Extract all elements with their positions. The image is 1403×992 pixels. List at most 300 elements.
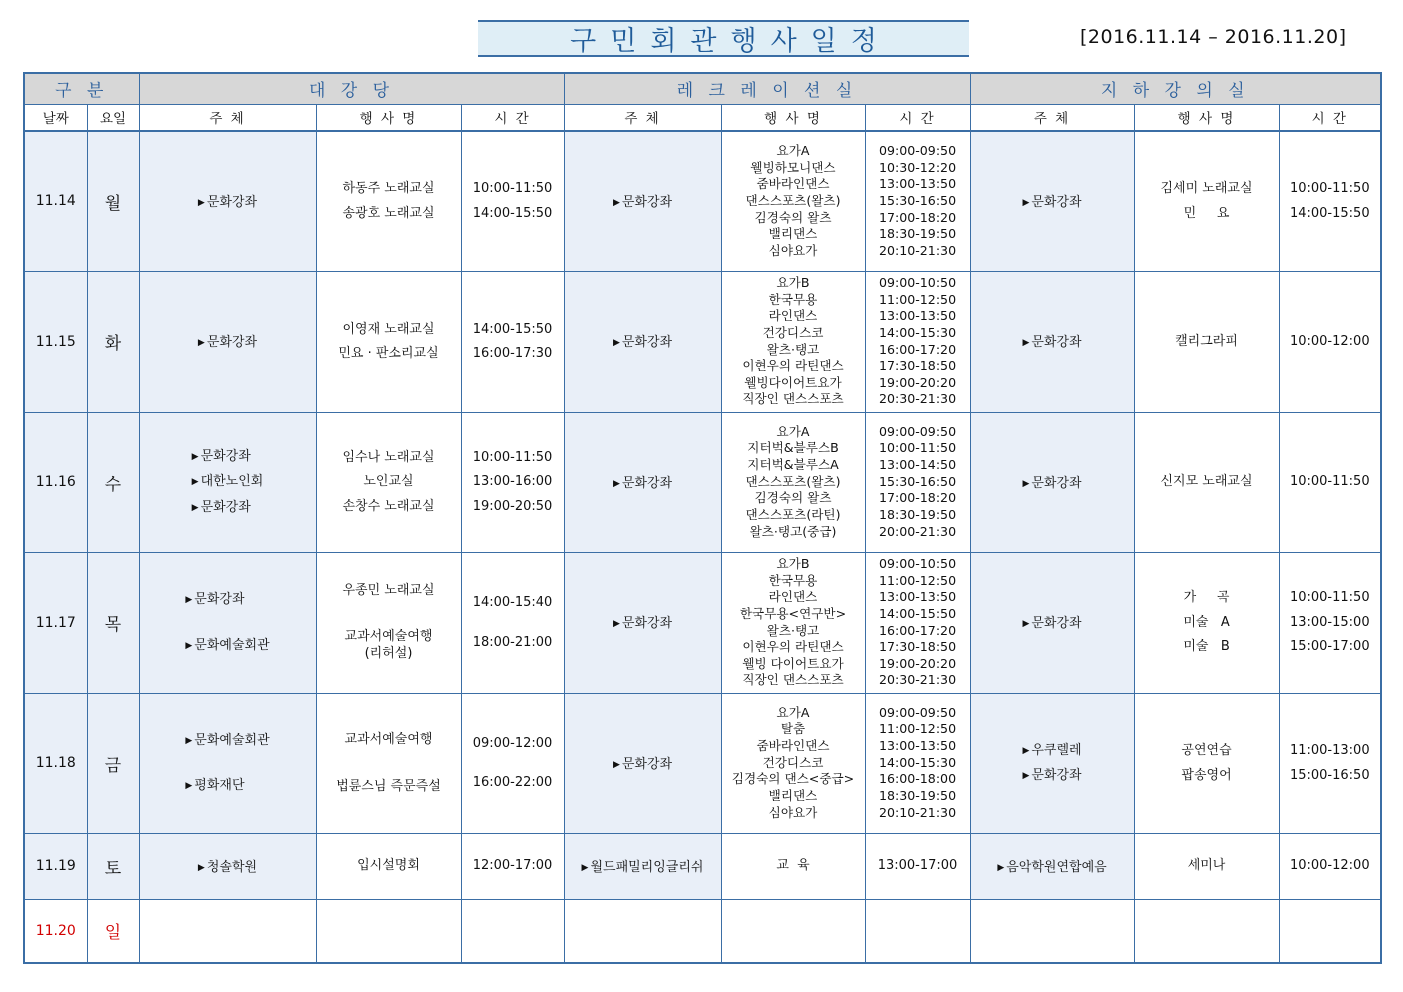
triangle-right-icon: ▶ — [581, 862, 589, 873]
time-range: 14:00-15:50 — [878, 605, 957, 621]
triangle-right-icon: ▶ — [997, 862, 1005, 873]
time-range: 10:00-11:50 — [1289, 181, 1370, 197]
time-range: 13:00-13:50 — [878, 176, 957, 192]
event-name: 세미나 — [1187, 858, 1226, 874]
org-name: 문화예술회관 — [194, 732, 270, 748]
group-header-main-hall: 대 강 당 — [139, 73, 564, 104]
org-name: 문화강좌 — [1031, 768, 1082, 783]
basement-lecture-room-time-cell — [1279, 899, 1381, 963]
event-list — [722, 143, 865, 259]
day-weekday: 화 — [87, 271, 139, 412]
event-name: 웰빙하모니댄스 — [750, 159, 836, 175]
day-weekday: 일 — [87, 899, 139, 963]
event-name: 김경숙의 댄스<중급> — [731, 771, 855, 787]
triangle-right-icon: ▶ — [197, 862, 205, 873]
org-item — [185, 732, 269, 749]
main-hall-event-cell — [316, 271, 461, 412]
col-header-org: 주 체 — [564, 104, 721, 131]
triangle-right-icon: ▶ — [1022, 478, 1030, 489]
time-range: 19:00-20:20 — [878, 655, 957, 671]
org-item — [1022, 194, 1081, 211]
event-list — [317, 731, 461, 796]
event-name: (리허설) — [364, 646, 413, 662]
event-name: 미술 B — [1183, 639, 1230, 655]
recreation-room-event-cell — [721, 131, 865, 271]
org-name: 문화강좌 — [206, 335, 258, 351]
recreation-room-time-cell — [865, 833, 970, 899]
time-range: 20:00-21:30 — [878, 523, 957, 539]
time-range: 10:00-11:50 — [1289, 474, 1370, 490]
time-range: 10:00-12:00 — [1289, 858, 1370, 874]
event-name: 밸리댄스 — [768, 226, 818, 242]
main-hall-time-cell — [461, 552, 564, 693]
time-range: 15:30-16:50 — [878, 473, 957, 489]
event-list — [317, 857, 461, 874]
time-range: 15:30-16:50 — [878, 192, 957, 208]
main-hall-event-cell — [316, 833, 461, 899]
triangle-right-icon: ▶ — [185, 781, 193, 791]
org-item — [1022, 475, 1081, 492]
main-hall-time-cell — [461, 693, 564, 833]
recreation-room-time-cell — [865, 131, 970, 271]
org-item — [582, 859, 704, 876]
org-item — [1022, 767, 1081, 784]
org-list — [185, 732, 269, 795]
basement-lecture-room-time-cell — [1279, 131, 1381, 271]
time-range: 20:30-21:30 — [878, 672, 957, 688]
time-range: 16:00-17:30 — [472, 346, 553, 361]
org-list — [192, 448, 264, 516]
time-range: 17:30-18:50 — [878, 639, 957, 655]
basement-lecture-room-time-cell — [1279, 412, 1381, 552]
basement-lecture-room-time-cell — [1279, 833, 1381, 899]
org-name: 청솔학원 — [206, 859, 258, 875]
time-range: 18:00-21:00 — [472, 634, 553, 650]
org-name: 우쿠렐레 — [1031, 742, 1082, 758]
event-list — [1135, 333, 1279, 350]
main-hall-org-cell — [139, 271, 316, 412]
org-item — [198, 859, 257, 876]
event-name: 댄스스포츠(왈츠) — [745, 192, 841, 208]
time-range: 12:00-17:00 — [472, 858, 553, 874]
day-weekday: 수 — [87, 412, 139, 552]
triangle-right-icon: ▶ — [1022, 619, 1030, 630]
day-date: 11.19 — [24, 833, 87, 899]
time-range: 18:30-19:50 — [878, 226, 957, 242]
recreation-room-org-cell — [564, 552, 721, 693]
org-name: 문화강좌 — [621, 335, 673, 351]
time-range: 13:00-17:00 — [877, 858, 958, 874]
main-hall-org-cell — [139, 552, 316, 693]
schedule-row — [24, 271, 1381, 412]
schedule-table — [23, 72, 1382, 964]
org-name: 문화강좌 — [194, 592, 245, 608]
recreation-room-event-cell — [721, 412, 865, 552]
org-item — [198, 194, 257, 211]
org-name: 문화강좌 — [206, 195, 258, 211]
event-name: 라인댄스 — [768, 308, 818, 324]
day-date: 11.14 — [24, 131, 87, 271]
event-name: 한국무용 — [768, 291, 818, 307]
event-name: 신지모 노래교실 — [1160, 474, 1253, 490]
org-item — [185, 777, 269, 794]
col-header-time: 시 간 — [865, 104, 970, 131]
triangle-right-icon: ▶ — [1022, 745, 1030, 756]
time-list — [462, 180, 564, 222]
date-range: [2016.11.14 – 2016.11.20] — [1080, 26, 1347, 48]
time-range: 10:00-11:50 — [1289, 590, 1370, 606]
time-range: 11:00-12:50 — [878, 572, 957, 588]
col-header-org: 주 체 — [970, 104, 1134, 131]
org-list — [582, 859, 704, 876]
time-list — [1280, 742, 1381, 784]
time-range: 09:00-09:50 — [878, 704, 957, 720]
event-name: 가 곡 — [1183, 590, 1230, 606]
event-name: 밸리댄스 — [768, 787, 818, 803]
time-range: 13:00-13:50 — [878, 738, 957, 754]
time-range: 17:30-18:50 — [878, 358, 957, 374]
basement-lecture-room-event-cell — [1134, 833, 1279, 899]
time-range: 10:30-12:20 — [878, 159, 957, 175]
org-item — [613, 756, 672, 773]
day-date: 11.20 — [24, 899, 87, 963]
event-name: 이영재 노래교실 — [342, 321, 435, 337]
event-name: 건강디스코 — [762, 324, 824, 340]
triangle-right-icon: ▶ — [185, 640, 193, 651]
event-name: 입시설명회 — [357, 858, 420, 874]
event-name: 지터벅&블루스A — [747, 457, 839, 473]
time-range: 20:10-21:30 — [878, 804, 957, 820]
day-weekday: 토 — [87, 833, 139, 899]
org-item — [1022, 615, 1081, 632]
event-name: 민요 · 판소리교실 — [338, 346, 439, 361]
event-name: 팝송영어 — [1181, 767, 1232, 783]
time-range: 13:00-16:00 — [472, 474, 553, 490]
time-range: 09:00-09:50 — [878, 423, 957, 439]
org-item — [185, 591, 269, 608]
event-name: 웰빙 다이어트요가 — [742, 655, 844, 671]
main-hall-event-cell — [316, 693, 461, 833]
triangle-right-icon: ▶ — [612, 198, 620, 209]
event-name: 송광호 노래교실 — [342, 205, 435, 221]
triangle-right-icon: ▶ — [185, 735, 193, 746]
event-name: 교 육 — [776, 858, 810, 874]
time-list — [1280, 589, 1381, 655]
time-range: 11:00-12:50 — [878, 291, 957, 307]
time-range: 15:00-17:00 — [1289, 639, 1370, 655]
org-name: 문화강좌 — [1031, 335, 1082, 351]
org-item — [192, 499, 264, 516]
recreation-room-event-cell — [721, 833, 865, 899]
main-hall-event-cell — [316, 412, 461, 552]
recreation-room-org-cell — [564, 833, 721, 899]
event-name: 왈츠·탱고 — [766, 341, 820, 357]
time-range: 13:00-13:50 — [878, 308, 957, 324]
triangle-right-icon: ▶ — [612, 338, 620, 349]
day-date: 11.16 — [24, 412, 87, 552]
time-range: 13:00-14:50 — [878, 457, 957, 473]
time-list — [866, 424, 970, 540]
time-range: 09:00-09:50 — [878, 143, 957, 159]
main-hall-org-cell — [139, 693, 316, 833]
org-name: 대한노인회 — [200, 474, 264, 490]
time-range: 17:00-18:20 — [878, 209, 957, 225]
org-name: 문화강좌 — [621, 616, 673, 632]
event-name: 미술 A — [1183, 614, 1230, 630]
org-item — [613, 334, 672, 351]
time-range: 11:00-12:50 — [878, 721, 957, 737]
time-range: 10:00-11:50 — [472, 449, 553, 465]
event-list — [317, 582, 461, 662]
basement-lecture-room-time-cell — [1279, 271, 1381, 412]
recreation-room-time-cell — [865, 899, 970, 963]
time-list — [462, 321, 564, 363]
schedule-row — [24, 552, 1381, 693]
org-item — [613, 194, 672, 211]
org-name: 음악학원연합예음 — [1006, 859, 1107, 875]
schedule-row — [24, 131, 1381, 271]
recreation-room-org-cell — [564, 271, 721, 412]
event-name: 김경숙의 왈츠 — [754, 209, 832, 225]
time-range: 13:00-15:00 — [1289, 614, 1370, 630]
org-item — [192, 473, 264, 490]
time-list — [866, 705, 970, 821]
main-hall-time-cell — [461, 899, 564, 963]
event-name: 공연연습 — [1181, 743, 1232, 759]
day-weekday: 목 — [87, 552, 139, 693]
main-hall-org-cell — [139, 833, 316, 899]
main-hall-org-cell — [139, 412, 316, 552]
recreation-room-time-cell — [865, 412, 970, 552]
col-header-event: 행 사 명 — [1134, 104, 1279, 131]
event-name: 줌바라인댄스 — [756, 738, 830, 754]
event-name: 탈춤 — [780, 721, 806, 737]
time-range: 19:00-20:50 — [472, 498, 553, 514]
triangle-right-icon: ▶ — [191, 477, 199, 488]
schedule-row — [24, 412, 1381, 552]
event-list — [317, 180, 461, 222]
org-name: 문화강좌 — [621, 756, 673, 772]
event-name: 웰빙다이어트요가 — [744, 374, 842, 390]
schedule-body — [24, 131, 1381, 963]
org-item — [1022, 334, 1081, 351]
time-list — [866, 556, 970, 689]
main-hall-time-cell — [461, 131, 564, 271]
time-list — [462, 735, 564, 792]
recreation-room-time-cell — [865, 693, 970, 833]
org-list — [1022, 475, 1081, 492]
org-list — [613, 334, 672, 351]
event-name: 하동주 노래교실 — [342, 181, 435, 197]
event-name: 건강디스코 — [762, 754, 824, 770]
event-name: 요가B — [776, 556, 810, 572]
basement-lecture-room-org-cell — [970, 899, 1134, 963]
col-header-org: 주 체 — [139, 104, 316, 131]
event-list — [722, 556, 865, 689]
event-list — [1135, 857, 1279, 874]
event-name: 심야요가 — [768, 804, 818, 820]
org-name: 문화강좌 — [1031, 616, 1082, 632]
org-item — [185, 637, 269, 654]
time-range: 13:00-13:50 — [878, 589, 957, 605]
org-item — [613, 475, 672, 492]
event-name: 왈츠·탱고 — [766, 622, 820, 638]
event-name: 지터벅&블루스B — [747, 440, 839, 456]
triangle-right-icon: ▶ — [197, 338, 205, 349]
time-range: 16:00-18:00 — [878, 771, 957, 787]
recreation-room-time-cell — [865, 271, 970, 412]
org-name: 문화예술회관 — [194, 637, 270, 653]
group-header-recreation-room: 레 크 레 이 션 실 — [564, 73, 970, 104]
main-hall-org-cell — [139, 131, 316, 271]
time-range: 11:00-13:00 — [1289, 743, 1370, 759]
basement-lecture-room-event-cell — [1134, 899, 1279, 963]
basement-lecture-room-event-cell — [1134, 131, 1279, 271]
org-item — [198, 334, 257, 351]
event-list — [1135, 473, 1279, 490]
basement-lecture-room-org-cell — [970, 833, 1134, 899]
org-list — [997, 859, 1106, 876]
recreation-room-org-cell — [564, 412, 721, 552]
org-name: 문화강좌 — [1031, 475, 1082, 491]
time-range: 10:00-11:50 — [878, 440, 957, 456]
org-list — [198, 334, 257, 351]
triangle-right-icon: ▶ — [1022, 338, 1030, 349]
triangle-right-icon: ▶ — [1022, 771, 1030, 781]
group-header-basement-lecture-room: 지 하 강 의 실 — [970, 73, 1381, 104]
time-range: 09:00-12:00 — [472, 735, 553, 751]
event-name: 김경숙의 왈츠 — [754, 490, 832, 506]
event-name: 캘리그라피 — [1175, 333, 1238, 349]
schedule-row — [24, 833, 1381, 899]
time-range: 18:30-19:50 — [878, 506, 957, 522]
recreation-room-time-cell — [865, 552, 970, 693]
triangle-right-icon: ▶ — [612, 478, 620, 489]
basement-lecture-room-event-cell — [1134, 693, 1279, 833]
main-hall-event-cell — [316, 552, 461, 693]
org-list — [198, 194, 257, 211]
event-name: 줌바라인댄스 — [756, 176, 830, 192]
event-name: 이현우의 라틴댄스 — [742, 358, 844, 374]
time-list — [1280, 180, 1381, 222]
time-list — [462, 857, 564, 874]
org-list — [1022, 334, 1081, 351]
event-name: 민 요 — [1183, 205, 1230, 221]
org-name: 문화강좌 — [200, 499, 251, 515]
event-name: 법륜스님 즉문즉설 — [336, 779, 441, 794]
event-name: 댄스스포츠(라틴) — [745, 506, 841, 522]
org-name: 문화강좌 — [621, 195, 673, 211]
org-list — [1022, 615, 1081, 632]
main-hall-time-cell — [461, 833, 564, 899]
time-list — [1280, 857, 1381, 874]
col-header-event: 행 사 명 — [721, 104, 865, 131]
time-range: 16:00-17:20 — [878, 341, 957, 357]
time-range: 19:00-20:20 — [878, 374, 957, 390]
org-item — [613, 615, 672, 632]
time-range: 14:00-15:30 — [878, 754, 957, 770]
org-list — [185, 591, 269, 654]
org-item — [192, 448, 264, 465]
page-title: 구민회관행사일정 — [478, 20, 969, 57]
time-range: 20:10-21:30 — [878, 242, 957, 258]
time-range: 10:00-11:50 — [472, 181, 553, 197]
main-hall-event-cell — [316, 899, 461, 963]
time-range: 10:00-12:00 — [1289, 333, 1370, 349]
event-name: 이현우의 라틴댄스 — [742, 639, 844, 655]
main-hall-event-cell — [316, 131, 461, 271]
time-list — [866, 275, 970, 408]
group-header-gubun: 구 분 — [24, 73, 139, 104]
time-range: 20:30-21:30 — [878, 391, 957, 407]
recreation-room-event-cell — [721, 271, 865, 412]
triangle-right-icon: ▶ — [197, 198, 205, 209]
recreation-room-org-cell — [564, 693, 721, 833]
recreation-room-event-cell — [721, 899, 865, 963]
org-name: 평화재단 — [194, 778, 245, 793]
triangle-right-icon: ▶ — [185, 595, 193, 606]
org-name: 월드패밀리잉글리쉬 — [590, 859, 704, 875]
event-list — [317, 449, 461, 515]
time-range: 17:00-18:20 — [878, 490, 957, 506]
event-name: 심야요가 — [768, 242, 818, 258]
time-list — [866, 143, 970, 259]
basement-lecture-room-org-cell — [970, 271, 1134, 412]
time-list — [462, 594, 564, 651]
event-name: 한국무용<연구반> — [739, 605, 847, 621]
main-hall-time-cell — [461, 412, 564, 552]
org-list — [613, 475, 672, 492]
org-name: 문화강좌 — [1031, 195, 1082, 211]
recreation-room-org-cell — [564, 899, 721, 963]
event-name: 한국무용 — [768, 572, 818, 588]
main-hall-org-cell — [139, 899, 316, 963]
time-range: 14:00-15:50 — [472, 205, 553, 221]
event-name: 요가A — [776, 423, 810, 439]
event-name: 김세미 노래교실 — [1160, 181, 1253, 197]
day-date: 11.15 — [24, 271, 87, 412]
day-date: 11.18 — [24, 693, 87, 833]
schedule-row — [24, 899, 1381, 963]
event-name: 손창수 노래교실 — [342, 498, 435, 514]
event-name: 직장인 댄스스포츠 — [742, 672, 844, 688]
org-name: 문화강좌 — [621, 475, 673, 491]
time-list — [1280, 473, 1381, 490]
event-name: 왈츠·탱고(중급) — [749, 523, 837, 539]
event-list — [1135, 742, 1279, 784]
col-header-time: 시 간 — [1279, 104, 1381, 131]
col-header-weekday: 요일 — [87, 104, 139, 131]
basement-lecture-room-org-cell — [970, 693, 1134, 833]
event-list — [1135, 589, 1279, 655]
triangle-right-icon: ▶ — [612, 759, 620, 770]
org-list — [613, 615, 672, 632]
org-list — [1022, 742, 1081, 785]
time-range: 15:00-16:50 — [1289, 767, 1370, 783]
basement-lecture-room-event-cell — [1134, 412, 1279, 552]
basement-lecture-room-time-cell — [1279, 693, 1381, 833]
event-name: 교과서예술여행 — [344, 628, 433, 644]
event-list — [722, 705, 865, 821]
org-list — [613, 756, 672, 773]
event-name: 댄스스포츠(왈츠) — [745, 473, 841, 489]
event-name: 직장인 댄스스포츠 — [742, 391, 844, 407]
time-range: 14:00-15:30 — [878, 324, 957, 340]
basement-lecture-room-org-cell — [970, 412, 1134, 552]
event-name: 우종민 노래교실 — [342, 583, 435, 599]
recreation-room-event-cell — [721, 552, 865, 693]
time-range: 09:00-10:50 — [878, 275, 957, 291]
